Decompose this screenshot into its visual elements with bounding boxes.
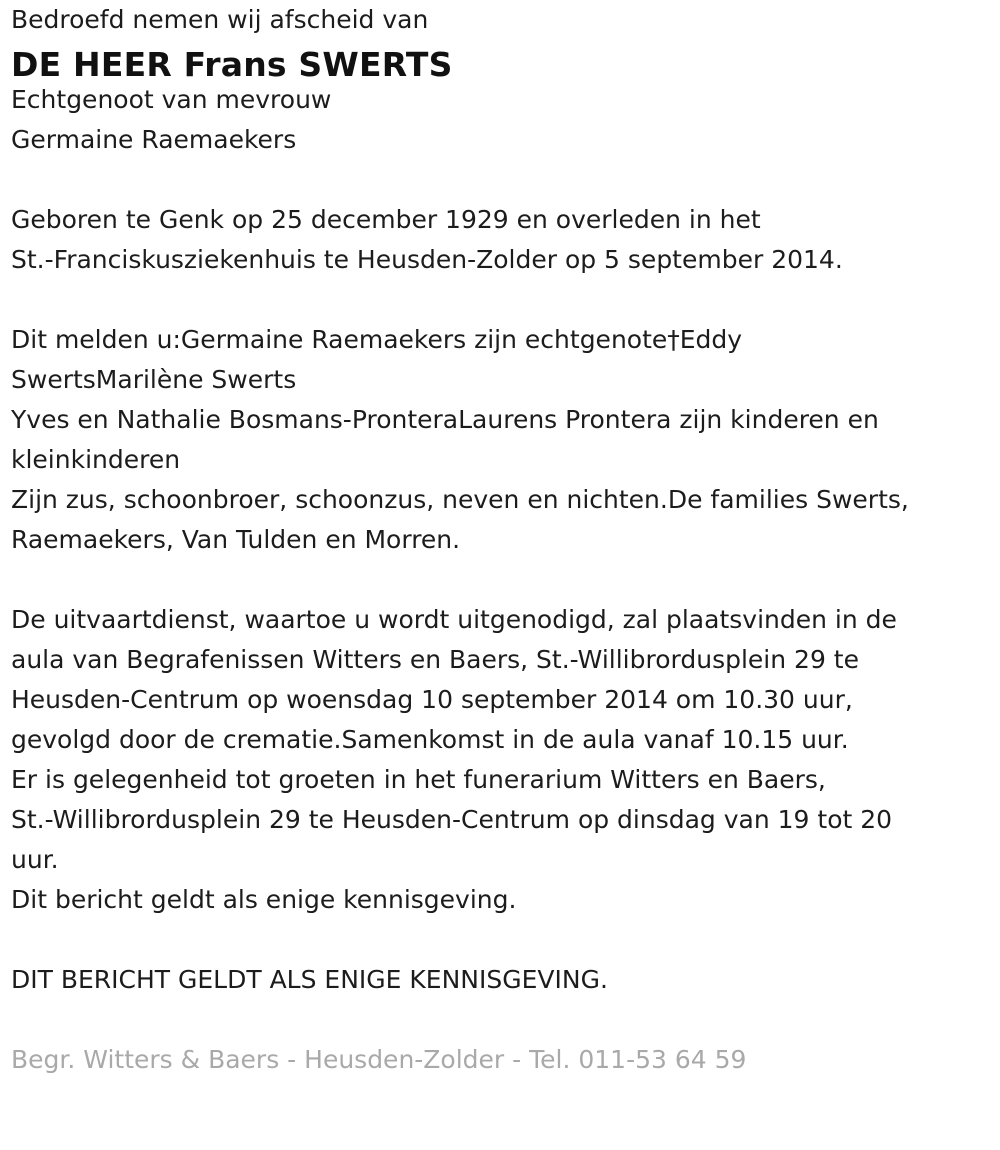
family-line: SwertsMarilène Swerts (11, 365, 297, 394)
obituary-notice (11, 0, 986, 1080)
service-line: aula van Begrafenissen Witters en Baers, St.-Willibrordusplein 29 te (11, 645, 859, 674)
birth-death-line: Geboren te Genk op 25 december 1929 en overleden in het (11, 205, 761, 234)
closing-statement: DIT BERICHT GELDT ALS ENIGE KENNISGEVING. (11, 965, 608, 994)
family-line: Raemaekers, Van Tulden en Morren. (11, 525, 461, 554)
service-line: De uitvaartdienst, waartoe u wordt uitgenodigd, zal plaatsvinden in de (11, 605, 897, 634)
deceased-name: DE HEER Frans SWERTS (11, 45, 453, 84)
service-line: Er is gelegenheid tot groeten in het funerarium Witters en Baers, (11, 765, 826, 794)
spouse-name: Germaine Raemaekers (11, 125, 297, 154)
family-line: Dit melden u:Germaine Raemaekers zijn echtgenote†Eddy (11, 325, 743, 354)
spacer (11, 280, 986, 320)
family-line: Zijn zus, schoonbroer, schoonzus, neven en nichten.De families Swerts, (11, 485, 909, 514)
intro-text: Bedroefd nemen wij afscheid van (11, 5, 429, 34)
spacer (11, 920, 986, 960)
spacer (11, 160, 986, 200)
service-line: Heusden-Centrum op woensdag 10 september 2014 om 10.30 uur, (11, 685, 853, 714)
funeral-home-footer: Begr. Witters & Baers - Heusden-Zolder - Tel. 011-53 64 59 (11, 1045, 747, 1074)
family-line: kleinkinderen (11, 445, 181, 474)
birth-death-line: St.-Franciskusziekenhuis te Heusden-Zolder op 5 september 2014. (11, 245, 843, 274)
service-line: St.-Willibrordusplein 29 te Heusden-Centrum op dinsdag van 19 tot 20 (11, 805, 893, 834)
service-line: gevolgd door de crematie.Samenkomst in de aula vanaf 10.15 uur. (11, 725, 849, 754)
family-line: Yves en Nathalie Bosmans-PronteraLaurens Prontera zijn kinderen en (11, 405, 879, 434)
spacer (11, 560, 986, 600)
service-line: uur. (11, 845, 59, 874)
spacer (11, 1000, 986, 1040)
spouse-line: Echtgenoot van mevrouw (11, 85, 332, 114)
service-line: Dit bericht geldt als enige kennisgeving. (11, 885, 517, 914)
